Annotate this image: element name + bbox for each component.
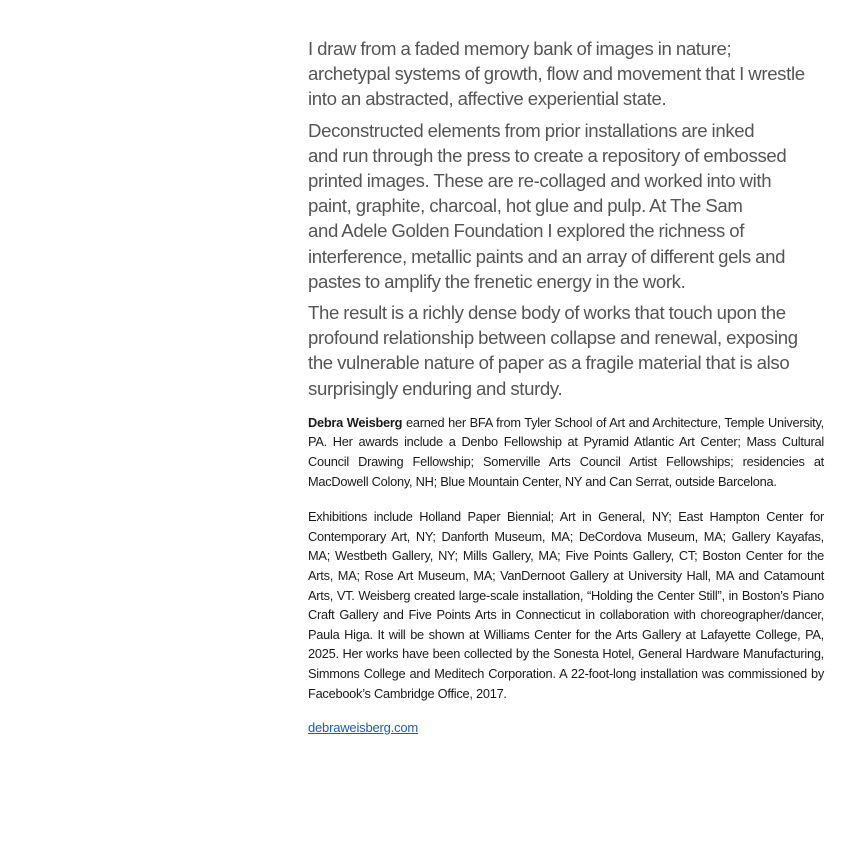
bio-paragraph-exhibitions: Exhibitions include Holland Paper Biennial; Art in General, NY; East Hampton Center for Contemporary Art, NY; Danforth Museum, MA; DeCordova Museum, MA; Gallery Kayafas, MA; Westbeth Gallery, NY; Mills Gallery, MA; Five Points Gallery, CT; Boston Center for the Arts, MA; Rose Art Museum, MA; VanDernoot Gallery at University Hall, MA and Catamount Arts, VT. Weisberg created large-scale installation, “Holding the Center Still”, in Boston’s Piano Craft Gallery and Five Points Arts in Connecticut in collaboration with choreographer/dancer, Paula Higa. It will be shown at Williams Center for the Arts Gallery at Lafayette College, PA, 2025. Her works have been collected by the Sonesta Hotel, General Hardware Manufacturing, Simmons College and Meditech Corporation. A 22-foot-long installation was commissioned by Facebook’s Cambridge Office, 2017. bbox=[308, 509, 824, 701]
statement-line: paint, graphite, charcoal, hot glue and pulp. At The Sam bbox=[308, 195, 743, 217]
bio-text: earned her BFA from Tyler School of Art and Architecture, Temple University, PA. Her awards include a Denbo Fellowship at Pyramid Atlantic Art Center; Mass Cultural Council Drawing Fellowship; Somerville Arts Council Artist Fellowships; residencies at MacDowell Colony, NH; Blue Mountain Center, NY and Can Serrat, outside Barcelona. bbox=[308, 414, 824, 489]
artist-name: Debra Weisberg bbox=[308, 414, 403, 430]
statement-line: printed images. These are re-collaged and worked into with bbox=[308, 170, 772, 192]
statement-line: profound relationship between collapse and renewal, exposing bbox=[308, 327, 798, 349]
statement-line: Deconstructed elements from prior installations are inked bbox=[308, 119, 755, 141]
artist-statement bbox=[308, 36, 824, 401]
statement-line: and run through the press to create a repository of embossed bbox=[308, 144, 787, 166]
statement-line: the vulnerable nature of paper as a fragile material that is also bbox=[308, 352, 790, 374]
artist-bio bbox=[308, 413, 824, 703]
statement-line: pastes to amplify the frenetic energy in the work. bbox=[308, 270, 686, 292]
statement-paragraph-1 bbox=[308, 36, 824, 112]
statement-line: surprisingly enduring and sturdy. bbox=[308, 377, 563, 399]
statement-line: into an abstracted, affective experiential state. bbox=[308, 88, 667, 110]
statement-line: archetypal systems of growth, flow and movement that I wrestle bbox=[308, 63, 805, 85]
statement-line: and Adele Golden Foundation I explored the richness of bbox=[308, 220, 745, 242]
statement-line: I draw from a faded memory bank of images in nature; bbox=[308, 38, 732, 59]
document-content bbox=[308, 36, 824, 737]
website-link[interactable]: debraweisberg.com bbox=[308, 720, 419, 736]
statement-paragraph-3 bbox=[308, 300, 824, 401]
bio-paragraph-education bbox=[308, 413, 824, 491]
statement-paragraph-2 bbox=[308, 118, 824, 294]
statement-line: The result is a richly dense body of works that touch upon the bbox=[308, 302, 786, 324]
statement-line: interference, metallic paints and an array of different gels and bbox=[308, 245, 786, 267]
